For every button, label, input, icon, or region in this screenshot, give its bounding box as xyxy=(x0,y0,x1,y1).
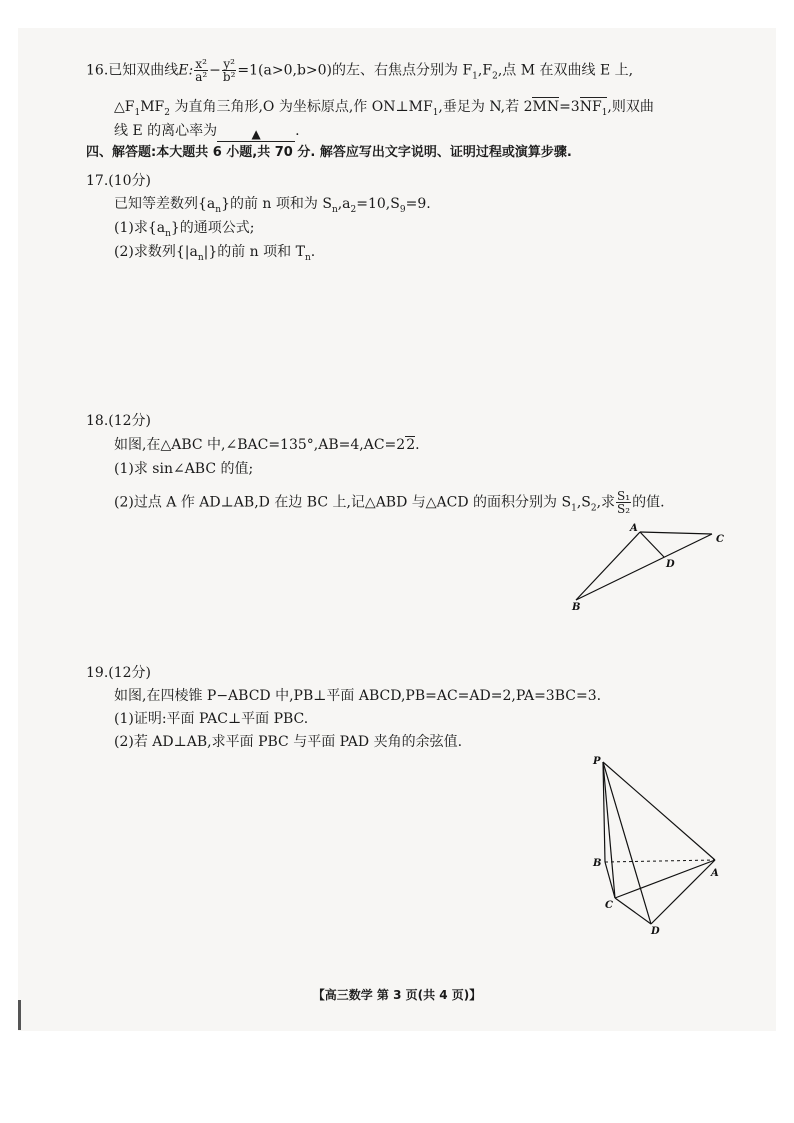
edge-ac xyxy=(640,532,712,534)
q19-part-2: (2)若 AD⊥AB,求平面 PBC 与平面 PAD 夹角的余弦值. xyxy=(114,734,463,750)
edge-bc xyxy=(576,534,712,600)
q18-part-2: (2)过点 A 作 AD⊥AB,D 在边 BC 上,记△ABD 与△ACD 的面积分别为 $S_1,S_2$,求 $\frac{\text{S₁}}{\text{S₂}}$ 的值. xyxy=(114,489,665,516)
section-4-heading: 四、解答题:本大题共 6 小题,共 70 分. 解答应写出文字说明、证明过程或演算步骤. xyxy=(86,145,572,160)
q18-part-1: (1)求 sin∠ABC 的值; xyxy=(114,461,254,477)
q17-heading: 17.(10分) xyxy=(86,173,152,189)
q17-stem: 已知等差数列$\{a_n\}$的前 n 项和为 $S_n,a_2=10,S_9=9$. xyxy=(114,196,431,215)
label-b: B xyxy=(593,858,602,869)
q19-stem: 如图,在四棱锥 P−ABCD 中,PB⊥平面 ABCD,PB=AC=AD=2,PA=3BC=3. xyxy=(114,688,602,704)
edge-ba-hidden xyxy=(605,860,715,862)
label-c: C xyxy=(605,900,613,911)
label-a: A xyxy=(711,868,719,879)
edge-ab xyxy=(576,532,640,600)
edge-ca xyxy=(615,860,715,898)
q19-heading: 19.(12分) xyxy=(86,665,152,681)
edge-cd xyxy=(615,898,651,924)
label-p: P xyxy=(593,756,601,767)
label-d: D xyxy=(651,926,660,934)
edge-da xyxy=(651,860,715,924)
label-b: B xyxy=(572,602,581,613)
page-footer: 【高三数学 第 3 页(共 4 页)】 xyxy=(312,988,482,1002)
q19-part-1: (1)证明:平面 PAC⊥平面 PBC. xyxy=(114,711,309,727)
q19-pyramid-figure xyxy=(585,752,735,934)
q16-line-2: $\triangle F_1MF_2$ 为直角三角形,O 为坐标原点,作 $ON\perp MF_1$,垂足为 N,若 $2MN=3NF_1$,则双曲 xyxy=(114,96,654,124)
q18-triangle-figure xyxy=(560,522,730,614)
label-d: D xyxy=(666,559,675,570)
q16-line-1: 16.已知双曲线E: $\frac{\text{x²}}{\text{a²}}$ − $\frac{\text{y²}}{\text{b²}}$ =1(a>0,b>0)的左、右焦点分别为 $F_1,F_2$,点 M 在双曲线 E 上, xyxy=(86,57,634,84)
q16-line-3: 线 E 的离心率为 ▲ . xyxy=(114,123,300,141)
q17-part-2: (2)求数列$\{|a_n|\}$的前 n 项和 $T_n$. xyxy=(114,244,316,263)
edge-pa xyxy=(603,762,715,860)
q17-part-1: (1)求$\{a_n\}$的通项公式; xyxy=(114,220,255,239)
scan-edge-mark xyxy=(18,1000,21,1030)
q18-heading: 18.(12分) xyxy=(86,413,152,429)
segment-ad xyxy=(640,532,664,557)
q18-stem: 如图,在△ABC 中,∠BAC=135°,AB=4,AC=22. xyxy=(114,437,420,453)
label-c: C xyxy=(716,534,724,545)
answer-blank: ▲ xyxy=(217,123,295,142)
label-a: A xyxy=(630,523,638,534)
